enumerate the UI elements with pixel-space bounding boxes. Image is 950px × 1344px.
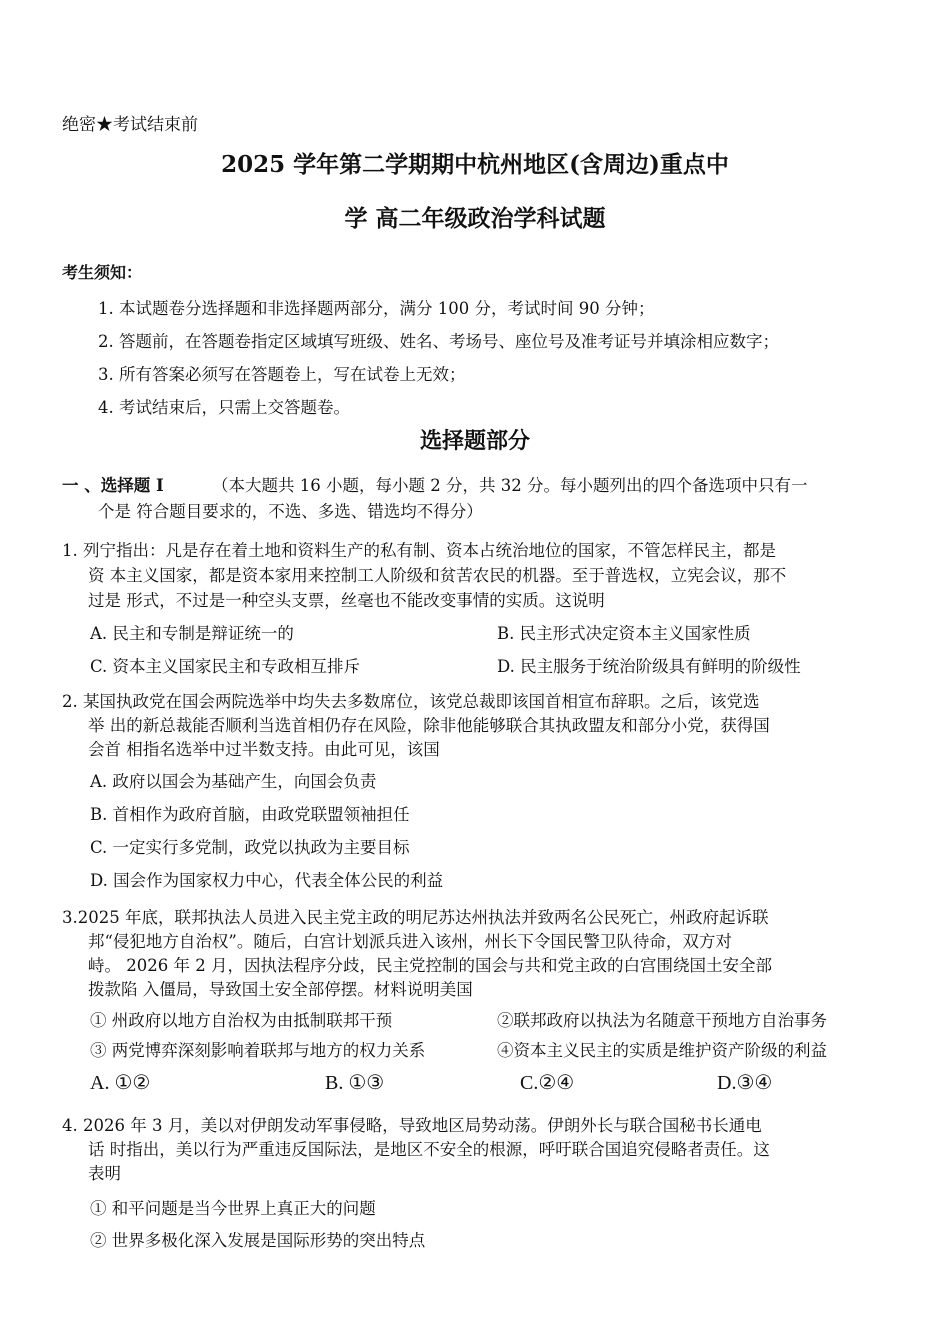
notice-heading: 考生须知：	[62, 263, 143, 282]
q4-stem: 话 时指出，美以行为严重违反国际法，是地区不安全的根源，呼吁联合国追究侵略者责任。这	[88, 1140, 770, 1159]
q3-item-3: ③ 两党博弈深刻影响着联邦与地方的权力关系	[90, 1041, 426, 1060]
q2-option-d: D. 国会作为国家权力中心，代表全体公民的利益	[90, 871, 444, 890]
q3-option-b: B. ①③	[325, 1072, 385, 1094]
q2-option-c: C. 一定实行多党制，政党以执政为主要目标	[90, 838, 410, 857]
notice-item: 3. 所有答案必须写在答题卷上，写在试卷上无效；	[98, 365, 466, 384]
q2-option-b: B. 首相作为政府首脑，由政党联盟领袖担任	[90, 805, 410, 824]
q3-stem: 峙。 2026 年 2 月，因执法程序分歧，民主党控制的国会与共和党主政的白宫围绕国土安全部	[88, 956, 772, 975]
notice-item: 2. 答题前，在答题卷指定区域填写班级、姓名、考场号、座位号及准考证号并填涂相应数字；	[98, 332, 779, 351]
q4-item-2: ② 世界多极化深入发展是国际形势的突出特点	[90, 1231, 426, 1250]
confidential-label: 绝密★考试结束前	[62, 115, 198, 135]
q2-stem: 会首 相指名选举中过半数支持。由此可见，该国	[88, 740, 440, 759]
q4-item-1: ① 和平问题是当今世界上真正大的问题	[90, 1199, 376, 1218]
notice-item: 1. 本试题卷分选择题和非选择题两部分，满分 100 分，考试时间 90 分钟；	[98, 299, 655, 318]
q3-option-a: A. ①②	[90, 1072, 151, 1094]
q1-stem: 1. 列宁指出：凡是存在着土地和资料生产的私有制、资本占统治地位的国家，不管怎样民主，都是	[62, 541, 776, 560]
part-description-cont: 个是 符合题目要求的，不选、多选、错选均不得分）	[98, 502, 483, 521]
q3-item-2: ②联邦政府以执法为名随意干预地方自治事务	[497, 1011, 827, 1030]
q2-stem: 2. 某国执政党在国会两院选举中均失去多数席位，该党总裁即该国首相宣布辞职。之后，该党选	[62, 692, 760, 711]
q3-option-d: D.③④	[717, 1072, 773, 1094]
q4-stem: 4. 2026 年 3 月，美以对伊朗发动军事侵略，导致地区局势动荡。伊朗外长与联合国秘书长通电	[62, 1116, 762, 1135]
q3-item-4: ④资本主义民主的实质是维护资产阶级的利益	[497, 1041, 827, 1060]
part-description: （本大题共 16 小题，每小题 2 分，共 32 分。每小题列出的四个备选项中只有一	[212, 476, 808, 495]
q1-option-c: C. 资本主义国家民主和专政相互排斥	[90, 657, 361, 676]
q2-stem: 举 出的新总裁能否顺利当选首相仍存在风险，除非他能够联合其执政盟友和部分小党，获得国	[88, 716, 770, 735]
q3-stem: 拨款陷 入僵局，导致国土安全部停摆。材料说明美国	[88, 980, 473, 999]
q1-option-a: A. 民主和专制是辩证统一的	[90, 624, 294, 643]
q2-option-a: A. 政府以国会为基础产生，向国会负责	[90, 772, 377, 791]
q1-stem: 资 本主义国家，都是资本家用来控制工人阶级和贫苦农民的机器。至于普选权，立宪会议，那不	[88, 566, 787, 585]
q3-stem: 邦“侵犯地方自治权”。随后，白宫计划派兵进入该州，州长下令国民警卫队待命，双方对	[88, 932, 732, 951]
exam-title-line-1: 2025 学年第二学期期中杭州地区(含周边)重点中	[221, 151, 729, 178]
q3-item-1: ① 州政府以地方自治权为由抵制联邦干预	[90, 1011, 393, 1030]
q1-option-b: B. 民主形式决定资本主义国家性质	[497, 624, 751, 643]
section-title: 选择题部分	[419, 428, 530, 454]
exam-title-line-2: 学 高二年级政治学科试题	[344, 205, 606, 232]
notice-item: 4. 考试结束后，只需上交答题卷。	[98, 398, 350, 417]
q1-stem: 过是 形式，不过是一种空头支票，丝毫也不能改变事情的实质。这说明	[88, 591, 605, 610]
q3-option-c: C.②④	[520, 1072, 575, 1094]
q4-stem: 表明	[88, 1164, 121, 1183]
q3-stem: 3.2025 年底，联邦执法人员进入民主党主政的明尼苏达州执法并致两名公民死亡，州政府起诉联	[62, 908, 769, 927]
part-label: 一 、选择题 I	[62, 476, 164, 495]
q1-option-d: D. 民主服务于统治阶级具有鲜明的阶级性	[497, 657, 801, 676]
